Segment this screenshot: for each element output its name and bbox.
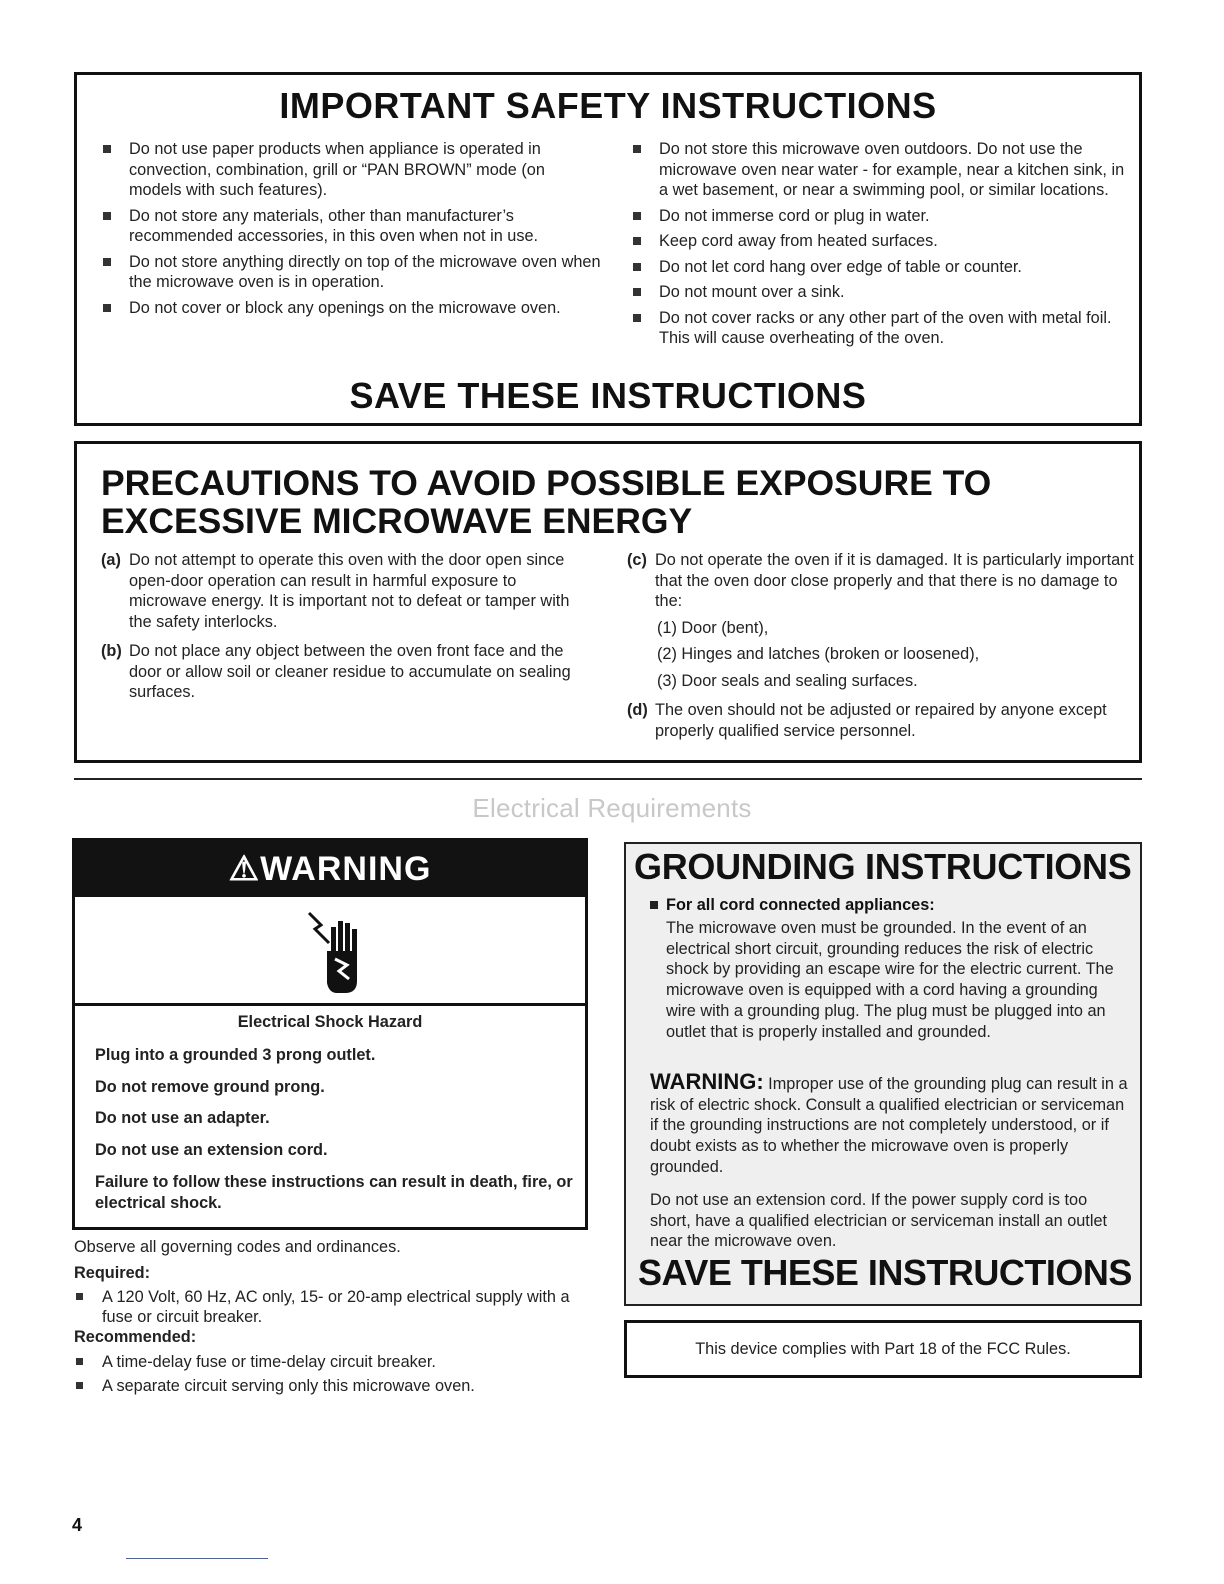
square-bullet-icon [650, 901, 658, 909]
grounding-paragraph: Do not use an extension cord. If the power supply cord is too short, have a qualified electrician or serviceman install an outlet near the microwave oven. [650, 1191, 1108, 1251]
hazard-line: Plug into a grounded 3 prong outlet. [95, 1046, 376, 1064]
list-item: (1) Door (bent), [657, 618, 769, 637]
list-item: (c) Do not operate the oven if it is damaged. It is particularly important that the oven door close properly and that there is no damage to the: (1) Door (bent), (2) Hinges and latches (broken or loosened), (3) Door seals and sealing surfaces. [627, 551, 1134, 690]
list-item: Do not store any materials, other than manufacturer’s recommended accessories, in this oven when not in use. [91, 206, 601, 247]
list-item: (2) Hinges and latches (broken or loosened), [657, 645, 980, 663]
grounding-instructions-box [624, 842, 1142, 1306]
hazard-line: Failure to follow these instructions can result in death, fire, or electrical shock. [95, 1173, 573, 1212]
square-bullet-icon [633, 145, 641, 153]
list-item: (b) Do not place any object between the oven front face and the door or allow soil or cleaner residue to accumulate on sealing surfaces. [101, 642, 571, 701]
required-label: Required: [74, 1264, 150, 1282]
square-bullet-icon [76, 1293, 83, 1300]
square-bullet-icon [633, 263, 641, 271]
warning-box [72, 838, 588, 1230]
fcc-notice-box [624, 1320, 1142, 1378]
list-item: (3) Door seals and sealing surfaces. [657, 671, 918, 690]
square-bullet-icon [76, 1382, 83, 1389]
list-item: Do not cover racks or any other part of the oven with metal foil. This will cause overheating of the oven. [621, 308, 1133, 349]
precautions-list-right [605, 550, 1135, 750]
precautions-section [74, 441, 1142, 763]
precautions-title: PRECAUTIONS TO AVOID POSSIBLE EXPOSURE TO EXCESSIVE MICROWAVE ENERGY [101, 463, 992, 541]
list-item: Do not let cord hang over edge of table or counter. [621, 257, 1133, 278]
list-item: (a) Do not attempt to operate this oven with the door open since open-door operation can result in harmful exposure to microwave energy. It is important not to defeat or tamper with the safety interlocks. [101, 551, 570, 631]
hazard-line: Do not use an extension cord. [95, 1141, 328, 1159]
safety-title: IMPORTANT SAFETY INSTRUCTIONS [279, 85, 937, 126]
list-item: Do not store anything directly on top of the microwave oven when the microwave oven is in operation. [91, 252, 601, 293]
hazard-title: Electrical Shock Hazard [237, 1013, 423, 1031]
square-bullet-icon [76, 1358, 83, 1365]
safety-list-right [621, 139, 1133, 354]
safety-list-left [91, 139, 601, 323]
damage-sublist [655, 618, 1135, 692]
save-instructions-heading: SAVE THESE INSTRUCTIONS [349, 375, 867, 416]
square-bullet-icon [103, 258, 111, 266]
warning-divider [75, 1003, 585, 1006]
hazard-line: Do not remove ground prong. [95, 1078, 325, 1096]
square-bullet-icon [103, 212, 111, 220]
list-item: A separate circuit serving only this microwave oven. [74, 1376, 584, 1396]
recommended-list [74, 1352, 584, 1396]
square-bullet-icon [633, 212, 641, 220]
square-bullet-icon [633, 314, 641, 322]
required-list [74, 1287, 584, 1327]
square-bullet-icon [633, 237, 641, 245]
list-item: Do not use paper products when appliance is operated in convection, combination, grill or “PAN BROWN” mode (on models with such features). [91, 139, 601, 201]
fcc-notice: This device complies with Part 18 of the FCC Rules. [695, 1340, 1071, 1358]
list-item: Do not cover or block any openings on the microwave oven. [91, 298, 601, 319]
square-bullet-icon [103, 145, 111, 153]
grounding-warning: WARNING: Improper use of the grounding plug can result in a risk of electric shock. Consult a qualified electrician or serviceman if the grounding instructions are not completely understood, or if doubt exists as to whether the microwave oven is properly grounded. [650, 1069, 1128, 1176]
list-item: Do not immerse cord or plug in water. [621, 206, 1133, 227]
precautions-list-left [79, 550, 595, 712]
warning-label: ⚠WARNING [75, 841, 585, 897]
electrical-shock-hand-icon [307, 907, 365, 997]
square-bullet-icon [633, 288, 641, 296]
list-item: Do not store this microwave oven outdoors. Do not use the microwave oven near water - for example, near a kitchen sink, in a wet basement, or near a swimming pool, or similar locations. [621, 139, 1133, 201]
grounding-subheading: For all cord connected appliances: [648, 896, 935, 915]
electrical-requirements-heading: Electrical Requirements [472, 793, 752, 823]
section-divider [74, 778, 1142, 780]
list-item: A 120 Volt, 60 Hz, AC only, 15- or 20-amp electrical supply with a fuse or circuit breaker. [74, 1287, 584, 1327]
grounding-title: GROUNDING INSTRUCTIONS [634, 846, 1132, 887]
list-item: Do not mount over a sink. [621, 282, 1133, 303]
hazard-line: Do not use an adapter. [95, 1109, 270, 1127]
footer-line [126, 1558, 268, 1559]
square-bullet-icon [103, 304, 111, 312]
list-item: A time-delay fuse or time-delay circuit breaker. [74, 1352, 584, 1372]
grounding-paragraph: The microwave oven must be grounded. In the event of an electrical short circuit, grounding reduces the risk of electric shock by providing an escape wire for the electric current. The microwave oven is equipped with a cord having a grounding wire with a grounding plug. The plug must be plugged into an outlet that is properly installed and grounded. [666, 919, 1114, 1041]
save-instructions-heading: SAVE THESE INSTRUCTIONS [638, 1252, 1132, 1293]
list-item: Keep cord away from heated surfaces. [621, 231, 1133, 252]
important-safety-section [74, 72, 1142, 426]
observe-codes-text: Observe all governing codes and ordinances. [74, 1238, 401, 1256]
warning-word: WARNING: [650, 1069, 764, 1094]
list-item: (d) The oven should not be adjusted or repaired by anyone except properly qualified service personnel. [627, 701, 1107, 740]
page-number: 4 [72, 1515, 83, 1535]
recommended-label: Recommended: [74, 1328, 197, 1346]
